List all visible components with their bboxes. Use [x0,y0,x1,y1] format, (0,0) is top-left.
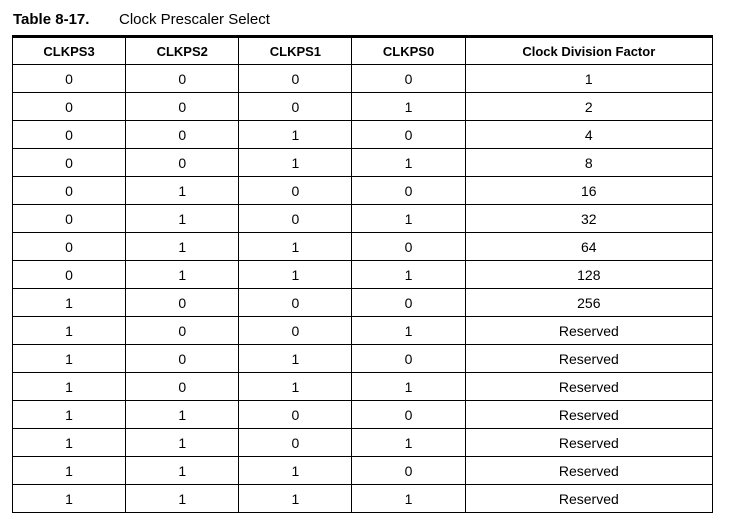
clkps2-cell: 0 [126,373,239,401]
clkps3-cell: 0 [13,261,126,289]
clkps2-cell: 1 [126,429,239,457]
clkps3-cell: 0 [13,121,126,149]
clkps3-cell: 0 [13,177,126,205]
division-factor-cell: 2 [465,93,712,121]
clkps2-cell: 0 [126,317,239,345]
clkps0-cell: 0 [352,457,465,485]
clkps0-cell: 0 [352,289,465,317]
table-row [13,261,713,289]
header-clkps0: CLKPS0 [352,37,465,65]
division-factor-cell: 4 [465,121,712,149]
clkps3-cell: 0 [13,65,126,93]
header-clkps1: CLKPS1 [239,37,352,65]
division-factor-cell: 256 [465,289,712,317]
clkps1-cell: 1 [239,373,352,401]
clkps0-cell: 0 [352,177,465,205]
table-body [13,65,713,513]
clkps1-cell: 1 [239,345,352,373]
clkps2-cell: 1 [126,233,239,261]
clkps0-cell: 1 [352,373,465,401]
clkps1-cell: 0 [239,93,352,121]
clkps2-cell: 1 [126,485,239,513]
division-factor-cell: Reserved [465,345,712,373]
clkps2-cell: 1 [126,457,239,485]
division-factor-cell: Reserved [465,373,712,401]
clkps2-cell: 1 [126,401,239,429]
table-row [13,317,713,345]
division-factor-cell: 1 [465,65,712,93]
clkps1-cell: 0 [239,65,352,93]
table-caption [13,10,270,30]
table-title: Clock Prescaler Select [119,11,270,28]
clkps3-cell: 0 [13,149,126,177]
clkps1-cell: 1 [239,261,352,289]
clkps2-cell: 0 [126,65,239,93]
table-row [13,345,713,373]
clkps1-cell: 0 [239,289,352,317]
clkps2-cell: 0 [126,289,239,317]
clkps0-cell: 0 [352,121,465,149]
table-row [13,373,713,401]
clkps3-cell: 1 [13,485,126,513]
table-row [13,177,713,205]
clkps1-cell: 0 [239,429,352,457]
clkps3-cell: 1 [13,289,126,317]
clkps0-cell: 1 [352,261,465,289]
clkps3-cell: 0 [13,93,126,121]
table-header-row [13,37,713,65]
header-clkps3: CLKPS3 [13,37,126,65]
division-factor-cell: 32 [465,205,712,233]
header-clkps2: CLKPS2 [126,37,239,65]
clkps3-cell: 0 [13,233,126,261]
clkps0-cell: 1 [352,205,465,233]
division-factor-cell: 16 [465,177,712,205]
division-factor-cell: Reserved [465,317,712,345]
clkps2-cell: 1 [126,261,239,289]
clkps3-cell: 1 [13,373,126,401]
clkps2-cell: 0 [126,93,239,121]
clkps0-cell: 1 [352,317,465,345]
table-row [13,93,713,121]
clkps1-cell: 1 [239,457,352,485]
clkps0-cell: 0 [352,345,465,373]
clkps1-cell: 1 [239,233,352,261]
clkps0-cell: 1 [352,429,465,457]
clkps0-cell: 0 [352,401,465,429]
table-number: Table 8-17. [13,11,90,28]
table-row [13,121,713,149]
division-factor-cell: Reserved [465,485,712,513]
table-row [13,485,713,513]
clkps3-cell: 1 [13,401,126,429]
division-factor-cell: Reserved [465,401,712,429]
clkps2-cell: 1 [126,177,239,205]
table-row [13,205,713,233]
clkps1-cell: 1 [239,485,352,513]
clkps3-cell: 1 [13,429,126,457]
clkps1-cell: 0 [239,401,352,429]
table-row [13,401,713,429]
clkps0-cell: 0 [352,65,465,93]
clkps0-cell: 1 [352,485,465,513]
division-factor-cell: 64 [465,233,712,261]
clkps2-cell: 0 [126,345,239,373]
table-row [13,429,713,457]
clock-prescaler-table [12,35,713,513]
clkps3-cell: 0 [13,205,126,233]
clkps0-cell: 1 [352,93,465,121]
clkps3-cell: 1 [13,345,126,373]
clkps1-cell: 0 [239,177,352,205]
table-row [13,233,713,261]
clkps0-cell: 0 [352,233,465,261]
table-row [13,65,713,93]
clkps1-cell: 1 [239,149,352,177]
table-row [13,289,713,317]
division-factor-cell: 128 [465,261,712,289]
clkps3-cell: 1 [13,317,126,345]
division-factor-cell: Reserved [465,429,712,457]
clkps2-cell: 0 [126,149,239,177]
division-factor-cell: 8 [465,149,712,177]
clkps3-cell: 1 [13,457,126,485]
table-row [13,149,713,177]
table-row [13,457,713,485]
clkps0-cell: 1 [352,149,465,177]
clkps1-cell: 1 [239,121,352,149]
division-factor-cell: Reserved [465,457,712,485]
clkps1-cell: 0 [239,205,352,233]
clkps1-cell: 0 [239,317,352,345]
clkps2-cell: 0 [126,121,239,149]
header-clock-division-factor: Clock Division Factor [465,37,712,65]
clkps2-cell: 1 [126,205,239,233]
